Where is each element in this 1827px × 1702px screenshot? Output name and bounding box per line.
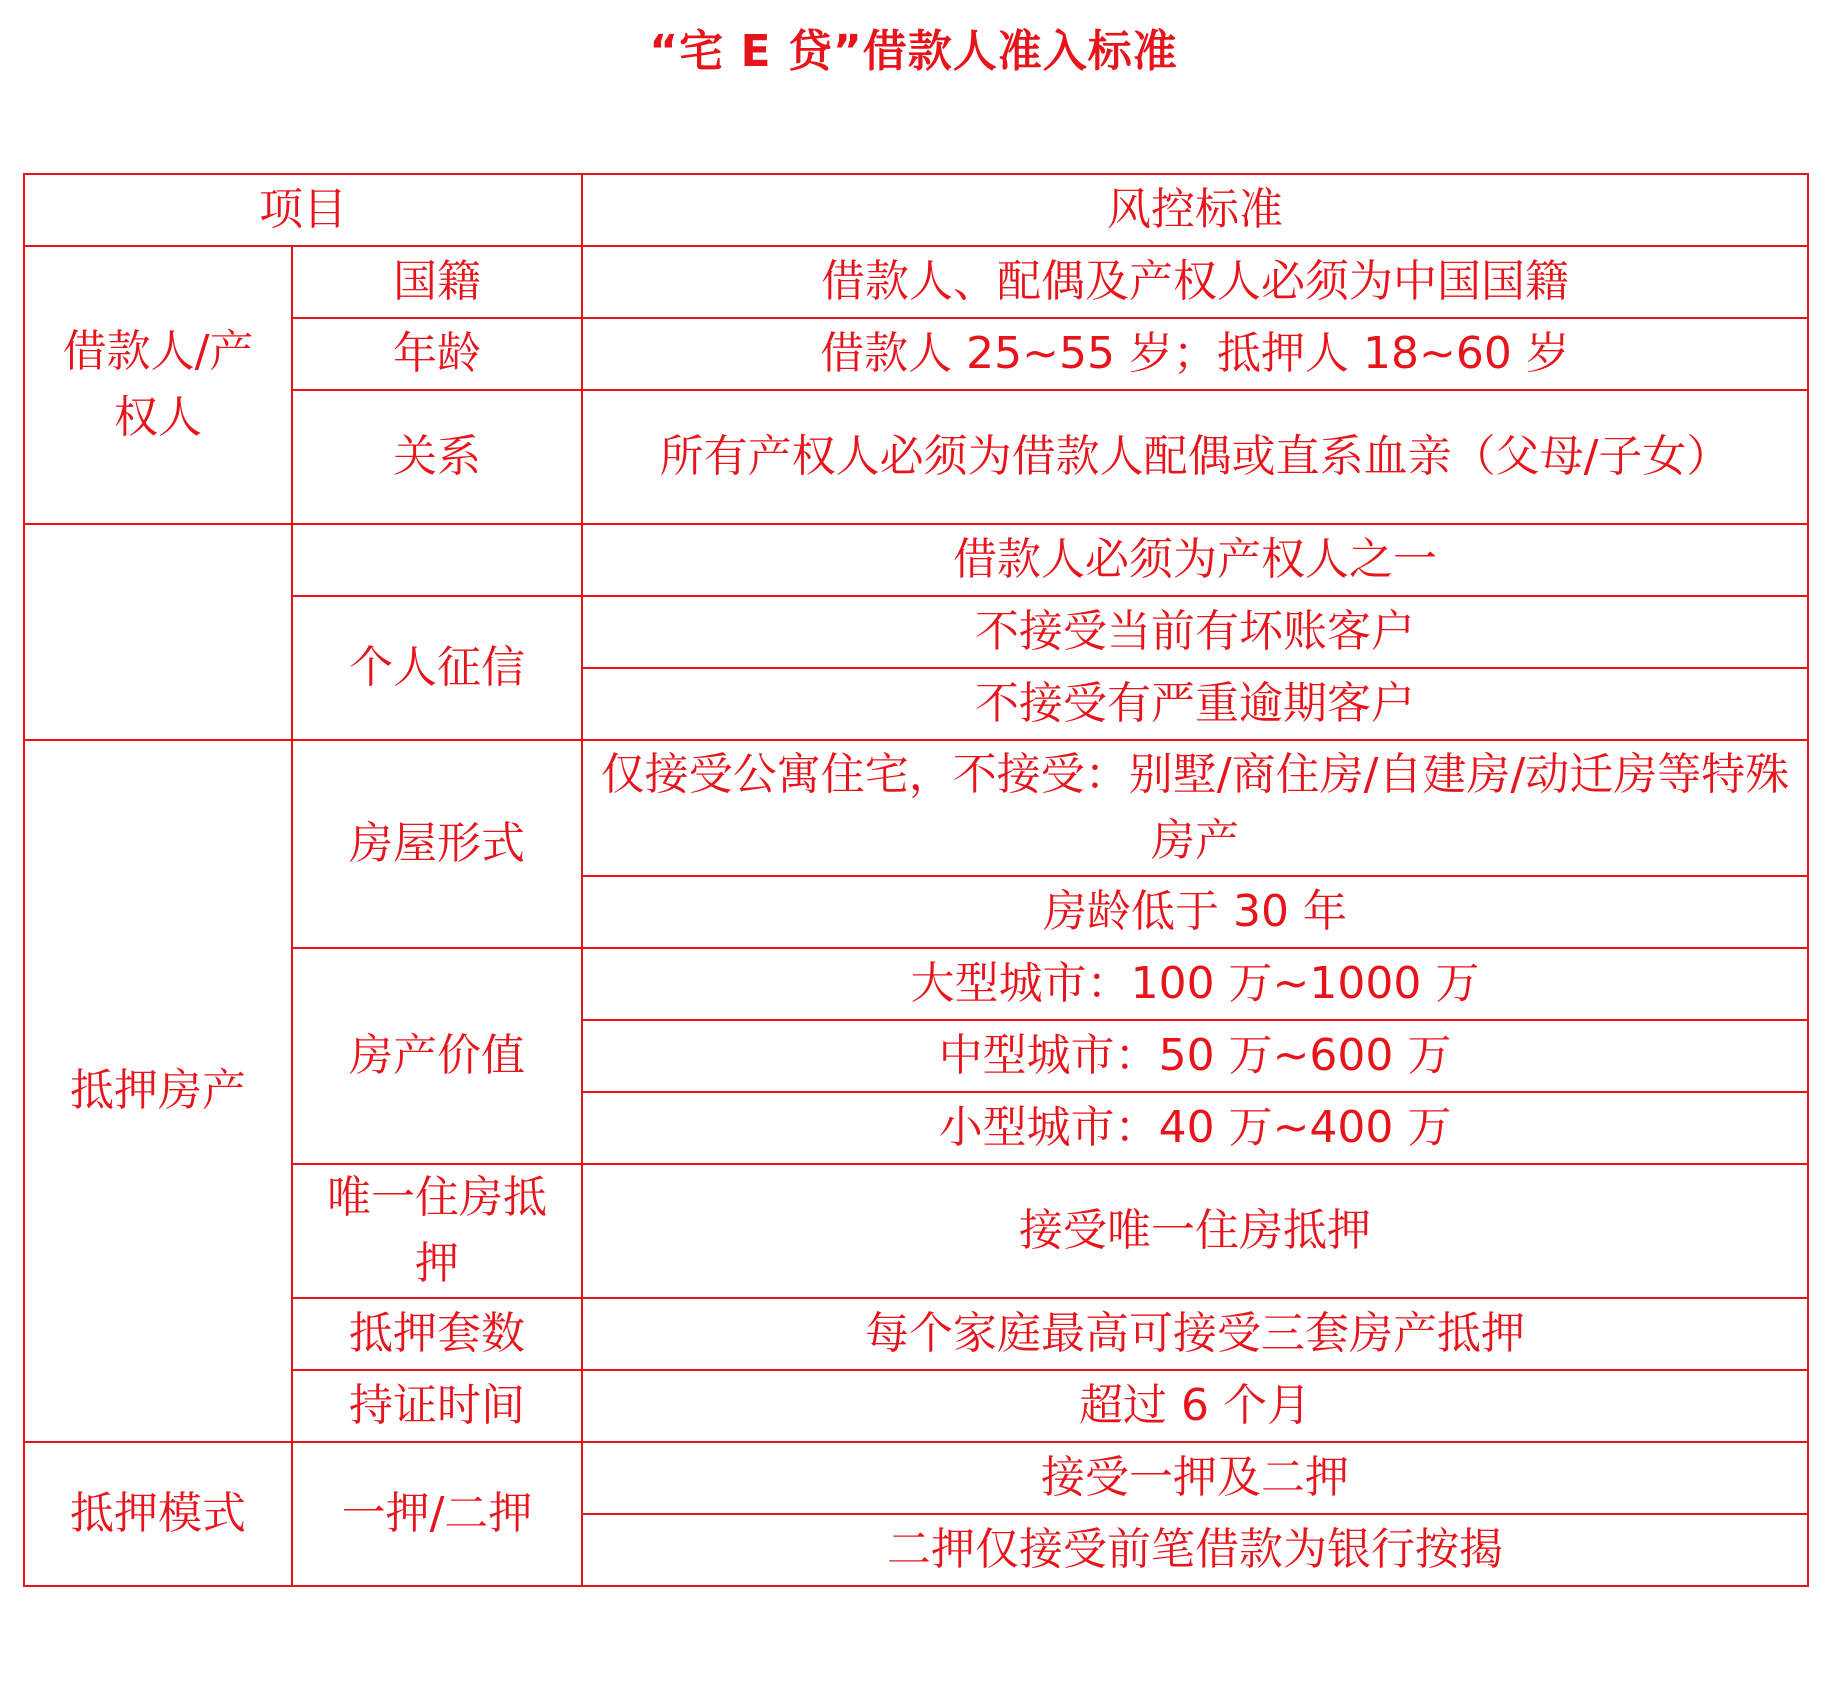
table-row [24, 246, 1808, 318]
table-row [24, 1370, 1808, 1442]
standard-cell: 借款人必须为产权人之一 [582, 524, 1808, 596]
standard-cell: 接受一押及二押 [582, 1442, 1808, 1514]
table-row [24, 596, 1808, 668]
table-row [24, 390, 1808, 524]
header-item: 项目 [24, 174, 582, 246]
table-row [24, 740, 1808, 876]
sub-item: 个人征信 [292, 596, 582, 740]
sub-item: 房屋形式 [292, 740, 582, 948]
standard-cell: 不接受当前有坏账客户 [582, 596, 1808, 668]
sub-item: 抵押套数 [292, 1298, 582, 1370]
standard-cell: 中型城市：50 万~600 万 [582, 1020, 1808, 1092]
criteria-table [23, 173, 1809, 1587]
group-borrower-continued [24, 524, 292, 740]
standard-cell: 借款人 25~55 岁；抵押人 18~60 岁 [582, 318, 1808, 390]
standard-cell: 超过 6 个月 [582, 1370, 1808, 1442]
standard-cell: 仅接受公寓住宅，不接受：别墅/商住房/自建房/动迁房等特殊房产 [582, 740, 1808, 876]
group-mode: 抵押模式 [24, 1442, 292, 1586]
standard-cell: 二押仅接受前笔借款为银行按揭 [582, 1514, 1808, 1586]
table-row [24, 948, 1808, 1020]
sub-item: 关系 [292, 390, 582, 524]
standard-cell: 接受唯一住房抵押 [582, 1164, 1808, 1298]
document-title: “宅 E 贷”借款人准入标准 [649, 26, 1178, 77]
standard-cell: 房龄低于 30 年 [582, 876, 1808, 948]
table-row [24, 1164, 1808, 1298]
sub-item [292, 524, 582, 596]
sub-item: 一押/二押 [292, 1442, 582, 1586]
standard-cell: 小型城市：40 万~400 万 [582, 1092, 1808, 1164]
table-header-row [24, 174, 1808, 246]
header-standard: 风控标准 [582, 174, 1808, 246]
table-row [24, 524, 1808, 596]
standard-cell: 每个家庭最高可接受三套房产抵押 [582, 1298, 1808, 1370]
standard-cell: 所有产权人必须为借款人配偶或直系血亲（父母/子女） [582, 390, 1808, 524]
standard-cell: 大型城市：100 万~1000 万 [582, 948, 1808, 1020]
standard-cell: 不接受有严重逾期客户 [582, 668, 1808, 740]
sub-item: 房产价值 [292, 948, 582, 1164]
table-row [24, 318, 1808, 390]
table-row [24, 1298, 1808, 1370]
standard-cell: 借款人、配偶及产权人必须为中国国籍 [582, 246, 1808, 318]
sub-item: 国籍 [292, 246, 582, 318]
sub-item: 唯一住房抵押 [292, 1164, 582, 1298]
table-row [24, 1442, 1808, 1514]
group-borrower: 借款人/产权人 [24, 246, 292, 524]
sub-item: 持证时间 [292, 1370, 582, 1442]
sub-item: 年龄 [292, 318, 582, 390]
group-property: 抵押房产 [24, 740, 292, 1442]
